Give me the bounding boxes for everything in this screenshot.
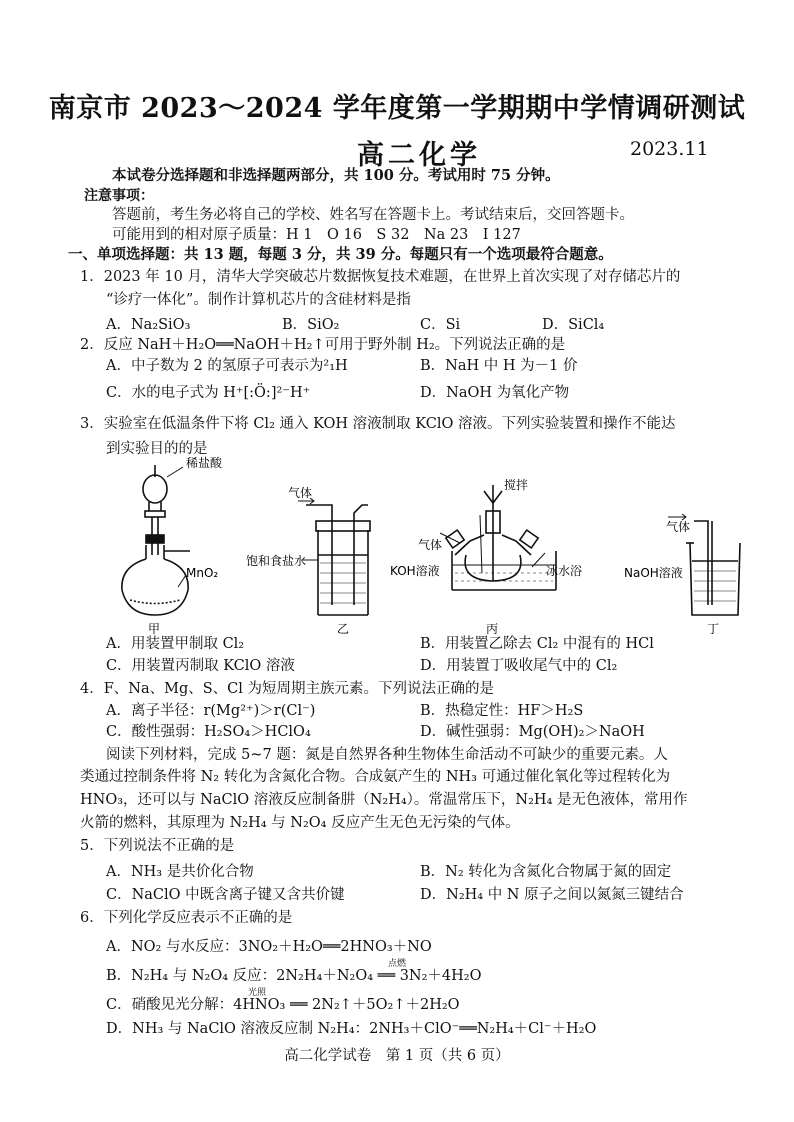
apparatus-figure [0, 455, 794, 635]
label-koh-solution: KOH溶液 [390, 564, 440, 578]
q2-option-a: A．中子数为 2 的氢原子可表示为²₁H [106, 358, 348, 374]
q3-stem-line2: 到实验目的的是 [106, 441, 208, 457]
apparatus-bing [440, 485, 556, 590]
q5-option-c: C．NaClO 中既含离子键又含共价键 [106, 887, 345, 903]
label-bing-gas: 气体 [418, 538, 443, 552]
label-yi-gas: 气体 [288, 486, 313, 500]
q5-option-d: D．N₂H₄ 中 N 原子之间以氮氮三键结合 [420, 887, 684, 903]
notice-title: 注意事项： [84, 188, 154, 204]
q2-option-b: B．NaH 中 H 为－1 价 [420, 358, 578, 374]
apparatus-yi [298, 498, 370, 615]
q5-stem: 5．下列说法不正确的是 [80, 838, 235, 854]
q4-option-d: D．碱性强弱：Mg(OH)₂＞NaOH [420, 724, 645, 740]
exam-title: 南京市 2023～2024 学年度第一学期期中学情调研测试 [48, 93, 746, 124]
exam-date: 2023.11 [630, 138, 709, 160]
label-ding: 丁 [707, 622, 720, 635]
q3-option-a: A．用装置甲制取 Cl₂ [106, 636, 245, 652]
label-ding-gas: 气体 [666, 520, 691, 534]
q5-option-a: A．NH₃ 是共价化合物 [106, 864, 254, 880]
q6-stem: 6．下列化学反应表示不正确的是 [80, 910, 293, 926]
section-heading: 一、单项选择题：共 13 题，每题 3 分，共 39 分。每题只有一个选项最符合题意。 [68, 246, 613, 263]
label-saturated-salt-water: 饱和食盐水 [246, 554, 307, 568]
label-ice-bath: 冰水浴 [546, 564, 583, 578]
label-stir: 搅拌 [504, 478, 529, 492]
q6-option-d: D．NH₃ 与 NaClO 溶液反应制 N₂H₄：2NH₃＋ClO⁻══N₂H₄＋Cl⁻＋H₂O [106, 1021, 597, 1037]
q3-option-b: B．用装置乙除去 Cl₂ 中混有的 HCl [420, 636, 654, 652]
q1-option-c: C．Si [420, 317, 461, 333]
q1-option-b: B．SiO₂ [282, 317, 340, 333]
reading-line-3: HNO₃，还可以与 NaClO 溶液反应制备肼（N₂H₄）。常温常压下，N₂H₄ 是无色液体，常用作 [80, 792, 688, 808]
label-dilute-hcl: 稀盐酸 [186, 456, 223, 470]
q1-stem-line1: 1．2023 年 10 月，清华大学突破芯片数据恢复技术难题，在世界上首次实现了对存储芯片的 [80, 269, 681, 285]
q1-stem-line2: “诊疗一体化”。制作计算机芯片的含硅材料是指 [106, 292, 411, 308]
q4-stem: 4．F、Na、Mg、S、Cl 为短周期主族元素。下列说法正确的是 [80, 681, 495, 697]
label-yi: 乙 [337, 622, 350, 635]
q6-c-condition: 光照 [248, 988, 267, 998]
q5-option-b: B．N₂ 转化为含氮化合物属于氮的固定 [420, 864, 672, 880]
reading-line-2: 类通过控制条件将 N₂ 转化为含氮化合物。合成氨产生的 NH₃ 可通过催化氧化等过程转化为 [80, 769, 671, 785]
q3-stem-line1: 3．实验室在低温条件下将 Cl₂ 通入 KOH 溶液制取 KClO 溶液。下列实验装置和操作不能达 [80, 416, 676, 432]
label-mno2: MnO₂ [186, 566, 219, 580]
page-footer: 高二化学试卷 第 1 页（共 6 页） [284, 1048, 510, 1064]
reading-line-4: 火箭的燃料，其原理为 N₂H₄ 与 N₂O₄ 反应产生无色无污染的气体。 [80, 815, 520, 831]
exam-description: 本试卷分选择题和非选择题两部分，共 100 分。考试用时 75 分钟。 [112, 167, 560, 184]
label-bing: 丙 [486, 622, 499, 635]
q6-option-c: C．硝酸见光分解：4HNO₃ ══ 2N₂↑＋5O₂↑＋2H₂O [106, 997, 460, 1013]
q3-option-c: C．用装置丙制取 KClO 溶液 [106, 658, 295, 674]
exam-subject: 高二化学 [357, 140, 481, 171]
q2-option-c: C．水的电子式为 H⁺[:Ö:]²⁻H⁺ [106, 385, 311, 401]
q2-option-d: D．NaOH 为氧化产物 [420, 385, 570, 401]
q6-option-b: B．N₂H₄ 与 N₂O₄ 反应：2N₂H₄＋N₂O₄ ══ 3N₂＋4H₂O [106, 968, 482, 984]
q6-b-condition: 点燃 [388, 959, 407, 969]
notice-item-2: 可能用到的相对原子质量：H 1 O 16 S 32 Na 23 I 127 [112, 227, 521, 243]
reading-line-1: 阅读下列材料，完成 5~7 题：氮是自然界各种生物体生命活动不可缺少的重要元素。人 [106, 747, 668, 763]
label-naoh-solution: NaOH溶液 [624, 566, 683, 580]
q4-option-b: B．热稳定性：HF＞H₂S [420, 703, 584, 719]
q3-option-d: D．用装置丁吸收尾气中的 Cl₂ [420, 658, 618, 674]
q1-option-d: D．SiCl₄ [542, 317, 605, 333]
apparatus-jia [122, 465, 190, 615]
notice-item-1: 答题前，考生务必将自己的学校、姓名写在答题卡上。考试结束后，交回答题卡。 [112, 207, 634, 223]
label-jia: 甲 [148, 622, 161, 635]
q2-stem: 2．反应 NaH＋H₂O══NaOH＋H₂↑可用于野外制 H₂。下列说法正确的是 [80, 337, 566, 353]
q4-option-a: A．离子半径：r(Mg²⁺)＞r(Cl⁻) [106, 703, 316, 719]
q6-option-a: A．NO₂ 与水反应：3NO₂＋H₂O══2HNO₃＋NO [106, 939, 432, 955]
q1-option-a: A．Na₂SiO₃ [106, 317, 191, 333]
q4-option-c: C．酸性强弱：H₂SO₄＞HClO₄ [106, 724, 311, 740]
